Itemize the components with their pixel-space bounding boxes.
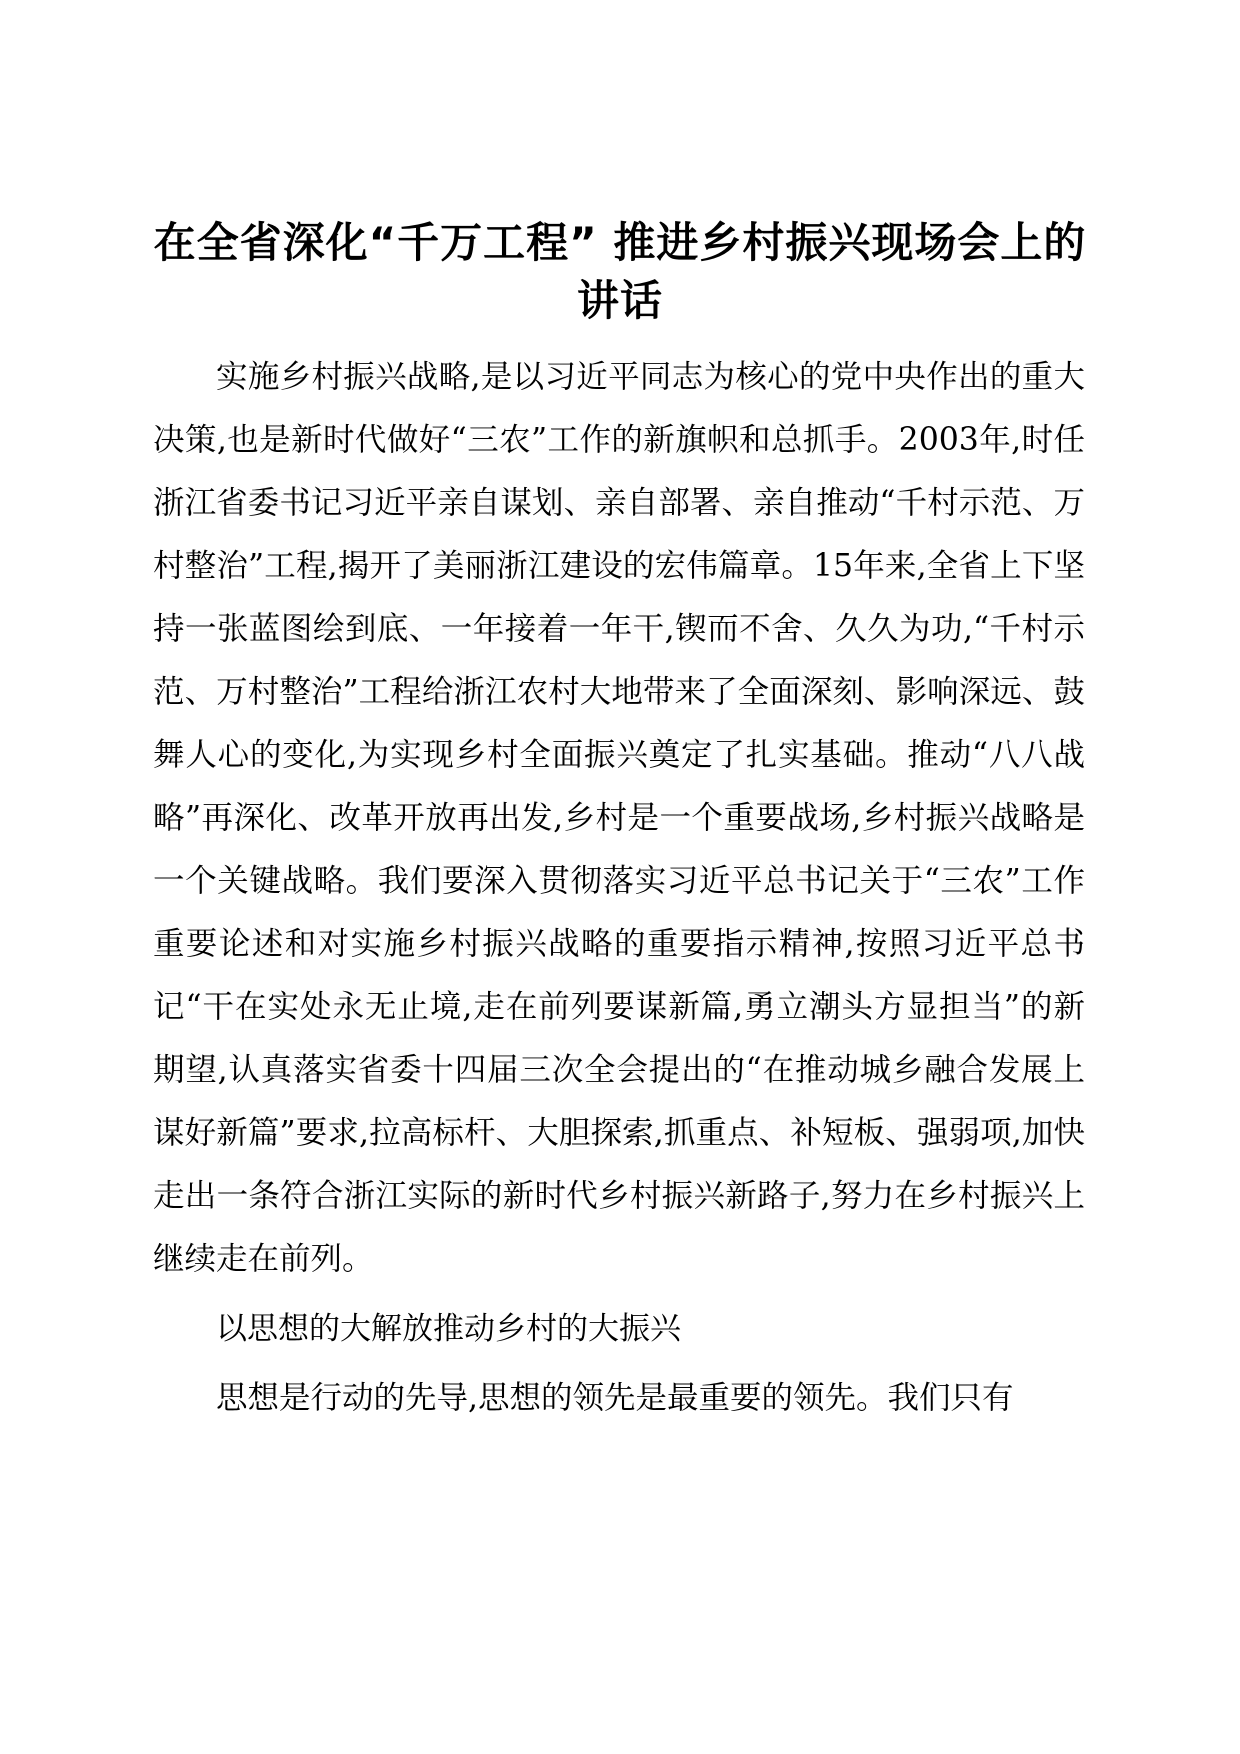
body-paragraph: 实施乡村振兴战略,是以习近平同志为核心的党中央作出的重大决策,也是新时代做好“三农”工作的新旗帜和总抓手。2003年,时任浙江省委书记习近平亲自谋划、亲自部署、亲自推动“千村示范、万村整治”工程,揭开了美丽浙江建设的宏伟篇章。15年来,全省上下坚持一张蓝图绘到底、一年接着一年干,锲而不舍、久久为功,“千村示范、万村整治”工程给浙江农村大地带来了全面深刻、影响深远、鼓舞人心的变化,为实现乡村全面振兴奠定了扎实基础。推动“八八战略”再深化、改革开放再出发,乡村是一个重要战场,乡村振兴战略是一个关键战略。我们要深入贯彻落实习近平总书记关于“三农”工作重要论述和对实施乡村振兴战略的重要指示精神,按照习近平总书记“干在实处永无止境,走在前列要谋新篇,勇立潮头方显担当”的新期望,认真落实省委十四届三次全会提出的“在推动城乡融合发展上谋好新篇”要求,拉高标杆、大胆探索,抓重点、补短板、强弱项,加快走出一条符合浙江实际的新时代乡村振兴新路子,努力在乡村振兴上继续走在前列。 xyxy=(153,359,1085,1277)
document-title: 在全省深化“千万工程” 推进乡村振兴现场会上的讲话 xyxy=(153,218,1087,325)
section-heading: 以思想的大解放推动乡村的大振兴 xyxy=(216,1311,681,1347)
document-body xyxy=(153,346,1085,1430)
body-paragraph: 思想是行动的先导,思想的领先是最重要的领先。我们只有 xyxy=(216,1380,1014,1416)
